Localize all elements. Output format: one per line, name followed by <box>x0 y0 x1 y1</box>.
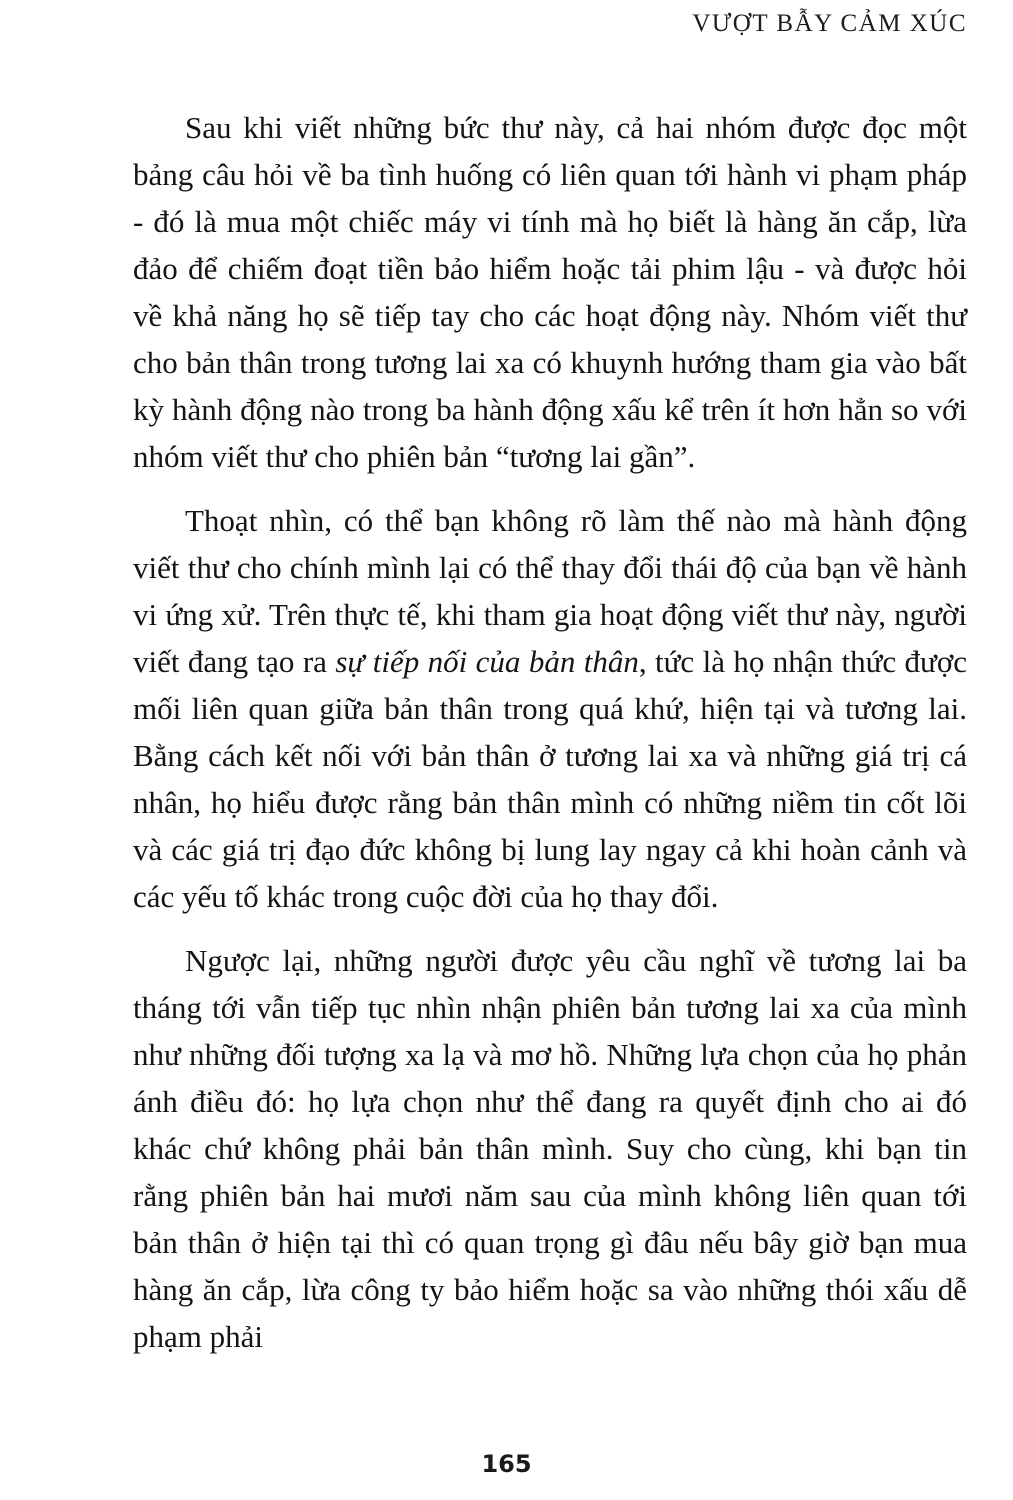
text-run: Sau khi viết những bức thư này, cả hai nhóm được đọc một bảng câu hỏi về ba tình huống có liên quan tới hành vi phạm pháp - đó là mua một chiếc máy vi tính mà họ biết là hàng ăn cắp, lừa đảo để chiếm đoạt tiền bảo hiểm hoặc tải phim lậu - và được hỏi về khả năng họ sẽ tiếp tay cho các hoạt động này. Nhóm viết thư cho bản thân trong tương lai xa có khuynh hướng tham gia vào bất kỳ hành động nào trong ba hành động xấu kể trên ít hơn hẳn so với nhóm viết thư cho phiên bản “tương lai gần”. <box>133 110 967 474</box>
text-run: Ngược lại, những người được yêu cầu nghĩ về tương lai ba tháng tới vẫn tiếp tục nhìn nhận phiên bản tương lai xa của mình như những đối tượng xa lạ và mơ hồ. Những lựa chọn của họ phản ánh điều đó: họ lựa chọn như thể đang ra quyết định cho ai đó khác chứ không phải bản thân mình. Suy cho cùng, khi bạn tin rằng phiên bản hai mươi năm sau của mình không liên quan tới bản thân ở hiện tại thì có quan trọng gì đâu nếu bây giờ bạn mua hàng ăn cắp, lừa công ty bảo hiểm hoặc sa vào những thói xấu dễ phạm phải <box>133 943 967 1354</box>
paragraph <box>133 104 967 480</box>
paragraph <box>133 497 967 920</box>
running-header: VƯỢT BẪY CẢM XÚC <box>692 10 967 37</box>
text-run: , tức là họ nhận thức được mối liên quan giữa bản thân trong quá khứ, hiện tại và tương lai. Bằng cách kết nối với bản thân ở tương lai xa và những giá trị cá nhân, họ hiểu được rằng bản thân mình có những niềm tin cốt lõi và các giá trị đạo đức không bị lung lay ngay cả khi hoàn cảnh và các yếu tố khác trong cuộc đời của họ thay đổi. <box>133 644 967 914</box>
page-number: 165 <box>481 1450 532 1478</box>
paragraph <box>133 937 967 1360</box>
text-run: Thoạt nhìn, có thể bạn không rõ làm thế nào mà hành động viết thư cho chính mình lại có thể thay đổi thái độ của bạn về hành vi ứng xử. Trên thực tế, khi tham gia hoạt động viết thư này, người viết đang tạo ra <box>133 503 967 679</box>
page-body <box>133 104 967 1360</box>
italic-text-run: sự tiếp nối của bản thân <box>335 644 639 679</box>
